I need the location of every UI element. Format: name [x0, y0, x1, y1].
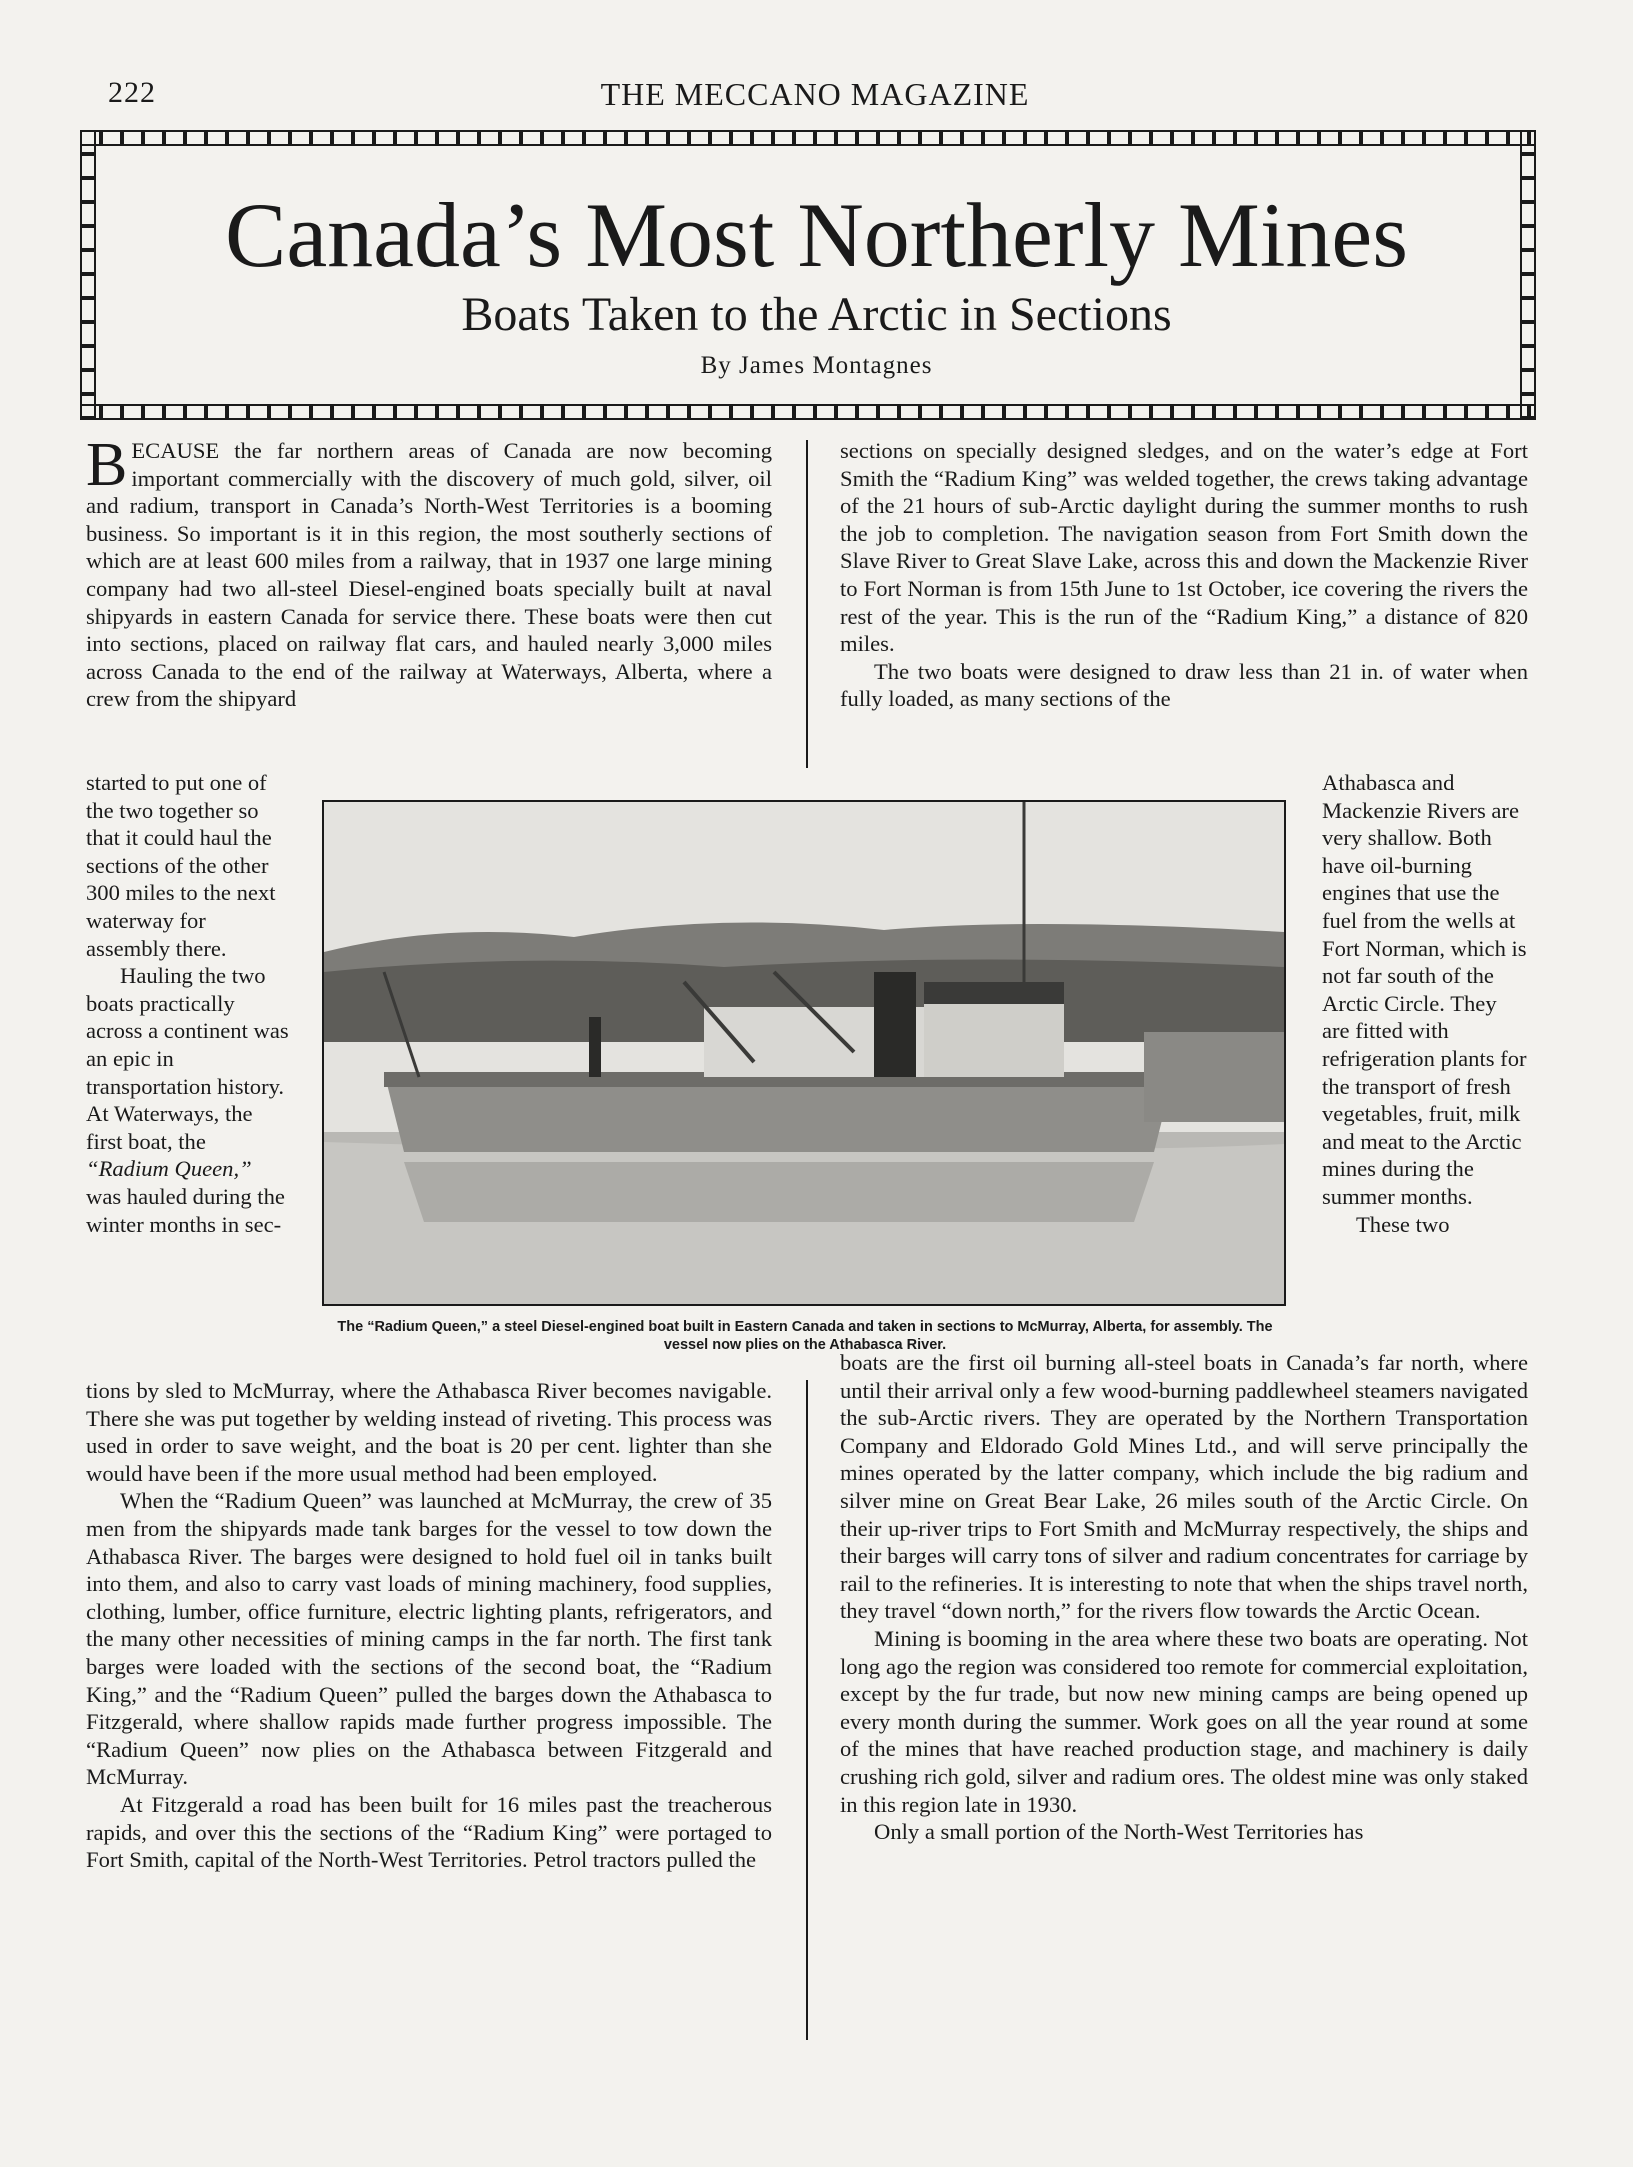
border-left [80, 130, 96, 420]
boat-name: “Radium Queen,” [86, 1156, 252, 1182]
paragraph: At Fitzgerald a road has been built for 16 miles past the treacherous rapids, and over this the sections of the “Radium King” were portaged to Fort Smith, capital of the North-West Territories. Petrol tractors pulled the [86, 1791, 772, 1873]
boat-photo [322, 800, 1286, 1306]
byline: By James Montagnes [700, 352, 933, 379]
paragraph [86, 962, 292, 1238]
article-title: Canada’s Most Northerly Mines [224, 184, 1409, 286]
running-head: THE MECCANO MAGAZINE [600, 76, 1030, 112]
column-rule [806, 440, 808, 768]
paragraph: When the “Radium Queen” was launched at McMurray, the crew of 35 men from the shipyards made tank barges for the vessel to tow down the Athabasca River. The barges were designed to hold fuel oil in tanks built into them, and also to carry vast loads of mining machinery, food supplies, clothing, lumber, office furniture, electric lighting plants, refrigerators, and the many other necessities of mining camps in the far north. The first tank barges were loaded with the sections of the second boat, the “Radium King,” and the “Radium Queen” pulled the barges down the Athabasca to Fitzgerald, where shallow rapids made further progress impossible. The “Radium Queen” now plies on the Athabasca between Fitzgerald and McMurray. [86, 1488, 772, 1790]
right-wrap-text [1322, 769, 1528, 1238]
paragraph: started to put one of the two together so that it could haul the sections of the other 300 miles to the next waterway for assembly there. [86, 770, 276, 961]
paragraph: sections on specially designed sledges, and on the water’s edge at Fort Smith the “Radium King” was welded together, the crews taking advantage of the 21 hours of sub-Arctic daylight during the summer months to rush the job to completion. The navigation season from Fort Smith down the Slave River to Great Slave Lake, across this and down the Mackenzie River to Fort Norman is from 15th June to 1st October, ice covering the rivers the rest of the year. This is the run of the “Radium King,” a distance of 820 miles. [840, 438, 1528, 657]
intro-text: ECAUSE the far northern areas of Canada are now becoming important commercially with the discovery of much gold, silver, oil and radium, transport in Canada’s North-West Territories is a booming business. So important is it in this region, the most southerly sections of which are at least 600 miles from a railway, that in 1937 one large mining company had two all-steel Diesel-engined boats specially built at naval shipyards in eastern Canada for service there. These boats were then cut into sections, placed on railway flat cars, and hauled nearly 3,000 miles across Canada to the end of the railway at Waterways, Alberta, where a crew from the shipyard [86, 438, 772, 712]
page-number: 222 [108, 76, 156, 109]
paragraph: Athabasca and Mackenzie Rivers are very shallow. Both have oil-burning engines that use the fuel from the wells at Fort Norman, which is not far south of the Arctic Circle. They are fitted with refrigeration plants for the transport of fresh vegetables, fruit, milk and meat to the Arctic mines during the summer months. [1322, 770, 1527, 1209]
left-column-top [86, 431, 772, 713]
intro-paragraph [86, 431, 772, 713]
paragraph: boats are the first oil burning all-steel boats in Canada’s far north, where until their arrival only a few wood-burning paddlewheel steamers navigated the sub-Arctic rivers. They are operated by the Northern Transportation Company and Eldorado Gold Mines Ltd., and will serve principally the mines operated by the latter company, which include the big radium and silver mine on Great Bear Lake, 26 miles south of the Arctic Circle. On their up-river trips to Fort Smith and McMurray respectively, the ships and their barges will carry tons of silver and radium concentrates for carriage by rail to the refineries. It is interesting to note that when the ships travel north, they travel “down north,” for the rivers flow towards the Arctic Ocean. [840, 1350, 1528, 1624]
paragraph: tions by sled to McMurray, where the Athabasca River becomes navigable. There she was put together by welding instead of riveting. This process was used in order to save weight, and the boat is 20 per cent. lighter than she would have been if the more usual method had been employed. [86, 1378, 772, 1486]
photo-caption: The “Radium Queen,” a steel Diesel-engined boat built in Eastern Canada and taken in sections to McMurray, Alberta, for assembly. The vessel now plies on the Athabasca River. [337, 1319, 1273, 1353]
left-wrap-text [86, 769, 292, 1238]
radium-queen-photo [324, 802, 1284, 1304]
border-bottom [80, 404, 1536, 420]
column-rule [806, 1380, 808, 2040]
border-top [80, 130, 1536, 146]
paragraph: Mining is booming in the area where these two boats are operating. Not long ago the region was considered too remote for commercial exploitation, except by the fur trade, but now new mining camps are being opened up every month during the summer. Work goes on all the year round at some of the mines that have reached production stage, and machinery is daily crushing rich gold, silver and radium ores. The oldest mine was only staked in this region late in 1930. [840, 1625, 1528, 1817]
text-run: Hauling the two boats practically across a continent was an epic in transportation history. At Waterways, the first boat, the [86, 963, 289, 1154]
paragraph: Only a small portion of the North-West Territories has [874, 1819, 1364, 1845]
left-column-bottom [86, 1377, 772, 1874]
right-column-bottom [840, 1349, 1528, 1846]
right-column-top [840, 437, 1528, 713]
paragraph: The two boats were designed to draw less than 21 in. of water when fully loaded, as many sections of the [840, 658, 1528, 712]
text-run: was hauled during the winter months in sec- [86, 1183, 285, 1237]
article-subtitle: Boats Taken to the Arctic in Sections [461, 288, 1172, 341]
drop-cap: B [86, 431, 128, 499]
paragraph: These two [1356, 1211, 1450, 1237]
